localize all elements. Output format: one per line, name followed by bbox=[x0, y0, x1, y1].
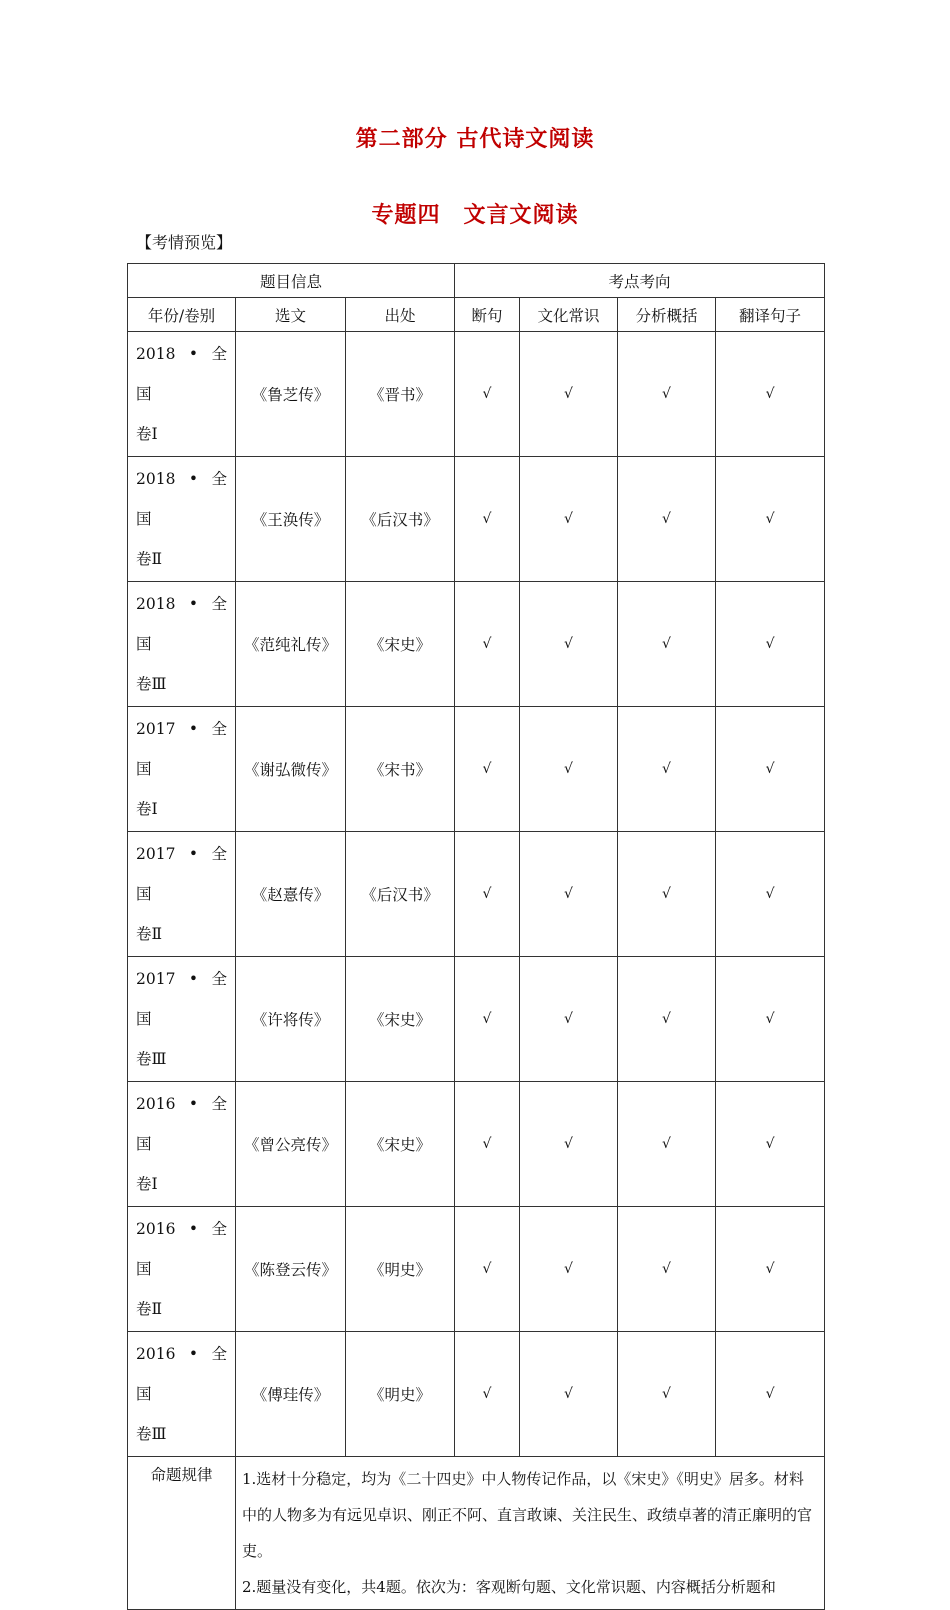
year-line-1: 2018 • 全 国 bbox=[136, 470, 227, 528]
year-line-2: 卷Ⅰ bbox=[136, 425, 158, 443]
col-year: 年份/卷别 bbox=[128, 298, 236, 332]
col-translation: 翻译句子 bbox=[716, 298, 825, 332]
check-analysis: √ bbox=[618, 1207, 716, 1332]
check-culture: √ bbox=[520, 957, 618, 1082]
year-cell bbox=[128, 582, 236, 707]
source-cell: 《明史》 bbox=[346, 1207, 455, 1332]
check-translation: √ bbox=[716, 1332, 825, 1457]
rule-row bbox=[128, 1457, 825, 1610]
check-culture: √ bbox=[520, 707, 618, 832]
check-translation: √ bbox=[716, 1207, 825, 1332]
check-punctuation: √ bbox=[455, 1082, 520, 1207]
year-line-1: 2017 • 全 国 bbox=[136, 970, 227, 1028]
year-cell bbox=[128, 1082, 236, 1207]
rule-paragraph-1: 1.选材十分稳定，均为《二十四史》中人物传记作品，以《宋史》《明史》居多。材料中的人物多为有远见卓识、刚正不阿、直言敢谏、关注民生、政绩卓著的清正廉明的官吏。 bbox=[242, 1470, 813, 1560]
text-cell: 《曾公亮传》 bbox=[236, 1082, 346, 1207]
rule-paragraph-2: 2.题量没有变化，共4题。依次为：客观断句题、文化常识题、内容概括分析题和 bbox=[242, 1578, 776, 1596]
rule-label: 命题规律 bbox=[128, 1457, 236, 1610]
check-translation: √ bbox=[716, 457, 825, 582]
check-translation: √ bbox=[716, 707, 825, 832]
text-cell: 《范纯礼传》 bbox=[236, 582, 346, 707]
year-line-1: 2017 • 全 国 bbox=[136, 845, 227, 903]
check-punctuation: √ bbox=[455, 457, 520, 582]
check-translation: √ bbox=[716, 957, 825, 1082]
check-punctuation: √ bbox=[455, 332, 520, 457]
check-culture: √ bbox=[520, 1082, 618, 1207]
table-row bbox=[128, 457, 825, 582]
col-punctuation: 断句 bbox=[455, 298, 520, 332]
check-translation: √ bbox=[716, 582, 825, 707]
year-cell bbox=[128, 332, 236, 457]
check-analysis: √ bbox=[618, 957, 716, 1082]
check-analysis: √ bbox=[618, 582, 716, 707]
source-cell: 《明史》 bbox=[346, 1332, 455, 1457]
year-line-1: 2017 • 全 国 bbox=[136, 720, 227, 778]
text-cell: 《鲁芝传》 bbox=[236, 332, 346, 457]
year-line-2: 卷Ⅱ bbox=[136, 1300, 163, 1318]
col-analysis: 分析概括 bbox=[618, 298, 716, 332]
year-line-2: 卷Ⅲ bbox=[136, 675, 167, 693]
check-culture: √ bbox=[520, 332, 618, 457]
check-analysis: √ bbox=[618, 1082, 716, 1207]
year-line-1: 2018 • 全 国 bbox=[136, 595, 227, 653]
year-line-1: 2018 • 全 国 bbox=[136, 345, 227, 403]
year-line-1: 2016 • 全 国 bbox=[136, 1345, 227, 1403]
table-row bbox=[128, 1207, 825, 1332]
table-row bbox=[128, 832, 825, 957]
table-body bbox=[128, 332, 825, 1457]
rule-content bbox=[236, 1457, 825, 1610]
check-punctuation: √ bbox=[455, 1332, 520, 1457]
check-analysis: √ bbox=[618, 707, 716, 832]
check-punctuation: √ bbox=[455, 832, 520, 957]
text-cell: 《赵憙传》 bbox=[236, 832, 346, 957]
table-row bbox=[128, 1082, 825, 1207]
year-line-2: 卷Ⅱ bbox=[136, 925, 163, 943]
year-line-2: 卷Ⅰ bbox=[136, 1175, 158, 1193]
source-cell: 《宋史》 bbox=[346, 582, 455, 707]
source-cell: 《宋书》 bbox=[346, 707, 455, 832]
section-label: 【考情预览】 bbox=[136, 233, 233, 252]
source-cell: 《后汉书》 bbox=[346, 832, 455, 957]
text-cell: 《傅珪传》 bbox=[236, 1332, 346, 1457]
table-row bbox=[128, 707, 825, 832]
year-line-1: 2016 • 全 国 bbox=[136, 1220, 227, 1278]
check-culture: √ bbox=[520, 1207, 618, 1332]
year-cell bbox=[128, 1332, 236, 1457]
check-punctuation: √ bbox=[455, 582, 520, 707]
header-points: 考点考向 bbox=[455, 264, 825, 298]
year-cell bbox=[128, 832, 236, 957]
year-line-2: 卷Ⅲ bbox=[136, 1050, 167, 1068]
check-translation: √ bbox=[716, 1082, 825, 1207]
year-line-1: 2016 • 全 国 bbox=[136, 1095, 227, 1153]
source-cell: 《后汉书》 bbox=[346, 457, 455, 582]
source-cell: 《宋史》 bbox=[346, 1082, 455, 1207]
check-analysis: √ bbox=[618, 332, 716, 457]
year-cell bbox=[128, 707, 236, 832]
table-row bbox=[128, 332, 825, 457]
table-row bbox=[128, 1332, 825, 1457]
topic-title: 专题四 文言文阅读 bbox=[371, 202, 579, 228]
text-cell: 《许将传》 bbox=[236, 957, 346, 1082]
part-title: 第二部分 古代诗文阅读 bbox=[355, 126, 595, 152]
year-line-2: 卷Ⅱ bbox=[136, 550, 163, 568]
source-cell: 《宋史》 bbox=[346, 957, 455, 1082]
col-text: 选文 bbox=[236, 298, 346, 332]
year-line-2: 卷Ⅰ bbox=[136, 800, 158, 818]
header-info: 题目信息 bbox=[128, 264, 455, 298]
check-punctuation: √ bbox=[455, 707, 520, 832]
text-cell: 《陈登云传》 bbox=[236, 1207, 346, 1332]
check-culture: √ bbox=[520, 832, 618, 957]
col-culture: 文化常识 bbox=[520, 298, 618, 332]
check-analysis: √ bbox=[618, 832, 716, 957]
check-translation: √ bbox=[716, 832, 825, 957]
year-cell bbox=[128, 457, 236, 582]
col-source: 出处 bbox=[346, 298, 455, 332]
check-culture: √ bbox=[520, 1332, 618, 1457]
table-row bbox=[128, 582, 825, 707]
year-line-2: 卷Ⅲ bbox=[136, 1425, 167, 1443]
year-cell bbox=[128, 957, 236, 1082]
text-cell: 《谢弘微传》 bbox=[236, 707, 346, 832]
check-analysis: √ bbox=[618, 457, 716, 582]
column-header-row bbox=[128, 298, 825, 332]
check-punctuation: √ bbox=[455, 1207, 520, 1332]
text-cell: 《王涣传》 bbox=[236, 457, 346, 582]
check-culture: √ bbox=[520, 457, 618, 582]
check-punctuation: √ bbox=[455, 957, 520, 1082]
year-cell bbox=[128, 1207, 236, 1332]
exam-overview-table bbox=[127, 263, 825, 1610]
check-translation: √ bbox=[716, 332, 825, 457]
group-header-row bbox=[128, 264, 825, 298]
check-analysis: √ bbox=[618, 1332, 716, 1457]
source-cell: 《晋书》 bbox=[346, 332, 455, 457]
check-culture: √ bbox=[520, 582, 618, 707]
table-row bbox=[128, 957, 825, 1082]
